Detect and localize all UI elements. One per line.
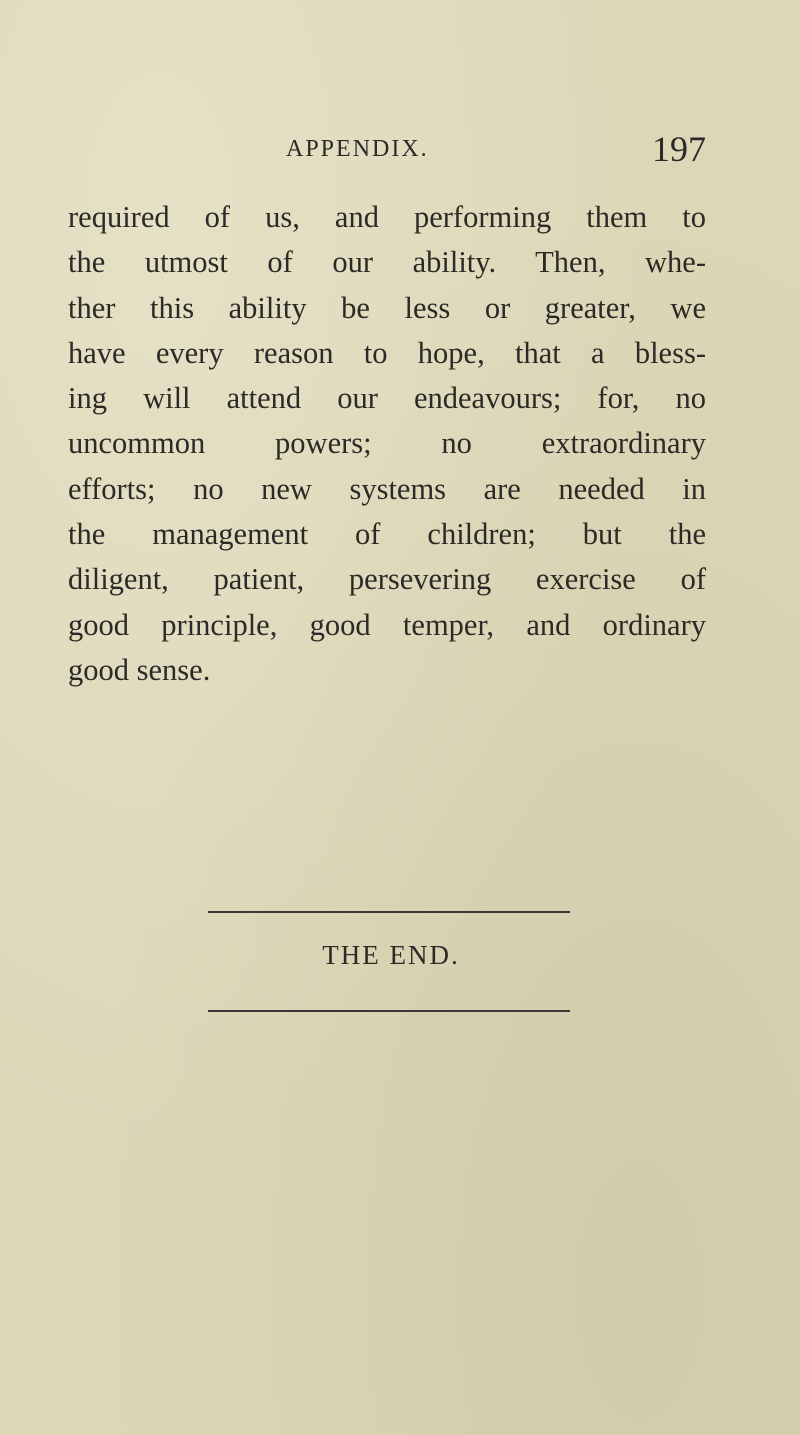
- the-end-colophon: THE END.: [322, 940, 460, 970]
- text-line: have every reason to hope, that a bless-: [68, 335, 706, 370]
- text-line: ther this ability be less or greater, we: [68, 290, 706, 325]
- running-head: [286, 128, 706, 168]
- text-line: efforts; no new systems are needed in: [68, 471, 706, 506]
- text-line: ing will attend our endeavours; for, no: [68, 381, 706, 416]
- running-title: APPENDIX.: [286, 136, 429, 162]
- text-line: good principle, good temper, and ordinary: [68, 607, 706, 642]
- text-line: diligent, patient, persevering exercise of: [68, 562, 706, 597]
- body-paragraph: [68, 195, 706, 693]
- text-line: the management of children; but the: [68, 517, 706, 552]
- text-line: required of us, and performing them to: [68, 200, 706, 234]
- text-line: uncommon powers; no extraordinary: [68, 426, 706, 461]
- text-line: good sense.: [68, 652, 211, 687]
- text-line: the utmost of our ability. Then, whe-: [68, 245, 706, 280]
- page-number: 197: [652, 129, 706, 169]
- divider-rule-top: [208, 911, 570, 913]
- divider-rule-bottom: [208, 1010, 570, 1012]
